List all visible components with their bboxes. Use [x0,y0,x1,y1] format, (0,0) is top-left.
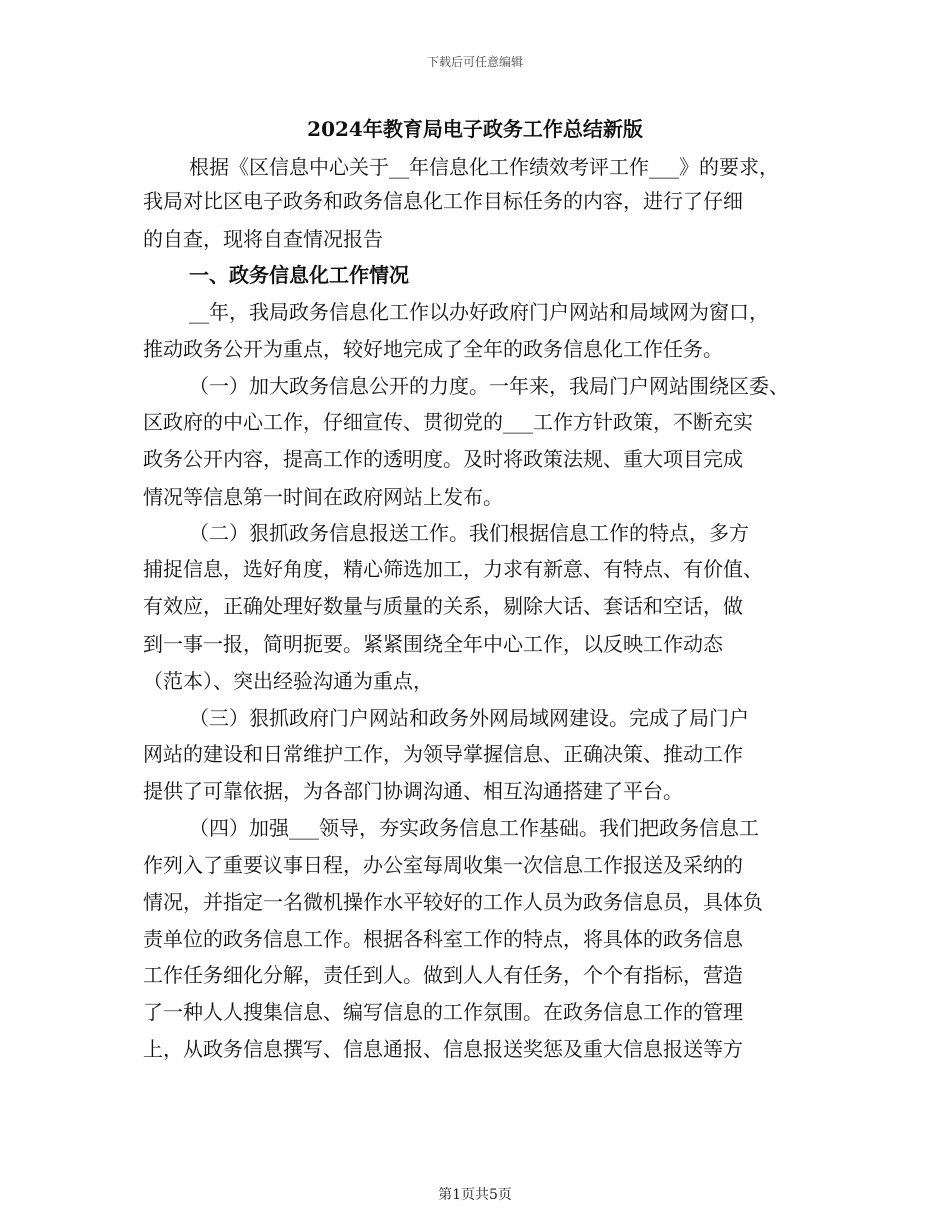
paragraph-line: 我局对比区电子政务和政务信息化工作目标任务的内容，进行了仔细 [143,189,743,213]
paragraph-line: 推动政务公开为重点，较好地完成了全年的政务信息化工作任务。 [143,337,723,361]
document-title: 2024年教育局电子政务工作总结新版 [307,117,643,141]
paragraph-line: 网站的建设和日常维护工作，为领导掌握信息、正确决策、推动工作 [143,742,743,766]
paragraph-line: 上，从政务信息撰写、信息通报、信息报送奖惩及重大信息报送等方 [143,1037,743,1061]
paragraph-line: 情况，并指定一名微机操作水平较好的工作人员为政务信息员，具体负 [143,890,763,914]
header-note: 下载后可任意编辑 [426,55,523,69]
paragraph-line: 工作任务细化分解，责任到人。做到人人有任务，个个有指标，营造 [143,963,743,987]
paragraph-line: （三）狠抓政府门户网站和政务外网局域网建设。完成了局门户 [189,706,749,730]
paragraph-line: 责单位的政务信息工作。根据各科室工作的特点，将具体的政务信息 [143,927,743,951]
paragraph-line: 作列入了重要议事日程，办公室每周收集一次信息工作报送及采纳的 [143,853,743,877]
paragraph-line: （四）加强___领导，夯实政务信息工作基础。我们把政务信息工 [189,816,759,840]
page-number: 第1页共5页 [438,1187,512,1203]
paragraph-line: 提供了可靠依据，为各部门协调沟通、相互沟通搭建了平台。 [143,779,683,803]
paragraph-line: 到一事一报，简明扼要。紧紧围绕全年中心工作，以反映工作动态 [143,632,723,656]
paragraph-line: 捕捉信息，选好角度，精心筛选加工，力求有新意、有特点、有价值、 [143,557,763,581]
paragraph-line: __年，我局政务信息化工作以办好政府门户网站和局域网为窗口， [189,300,769,324]
paragraph-line: （一）加大政务信息公开的力度。一年来，我局门户网站围绕区委、 [189,374,789,398]
paragraph-line: （二）狠抓政务信息报送工作。我们根据信息工作的特点，多方 [189,521,749,545]
paragraph-line: 根据《区信息中心关于__年信息化工作绩效考评工作___》的要求， [189,155,779,179]
paragraph-line: 情况等信息第一时间在政府网站上发布。 [143,485,503,509]
section-heading: 一、政务信息化工作情况 [189,263,409,287]
paragraph-line: （范本）、突出经验沟通为重点， [143,669,433,693]
paragraph-line: 有效应，正确处理好数量与质量的关系，剔除大话、套话和空话，做 [143,594,743,618]
paragraph-line: 政务公开内容，提高工作的透明度。及时将政策法规、重大项目完成 [143,447,743,471]
paragraph-line: 了一种人人搜集信息、编写信息的工作氛围。在政务信息工作的管理 [143,1000,743,1024]
paragraph-line: 的自查，现将自查情况报告 [143,227,383,251]
paragraph-line: 区政府的中心工作，仔细宣传、贯彻党的___工作方针政策，不断充实 [143,410,753,434]
